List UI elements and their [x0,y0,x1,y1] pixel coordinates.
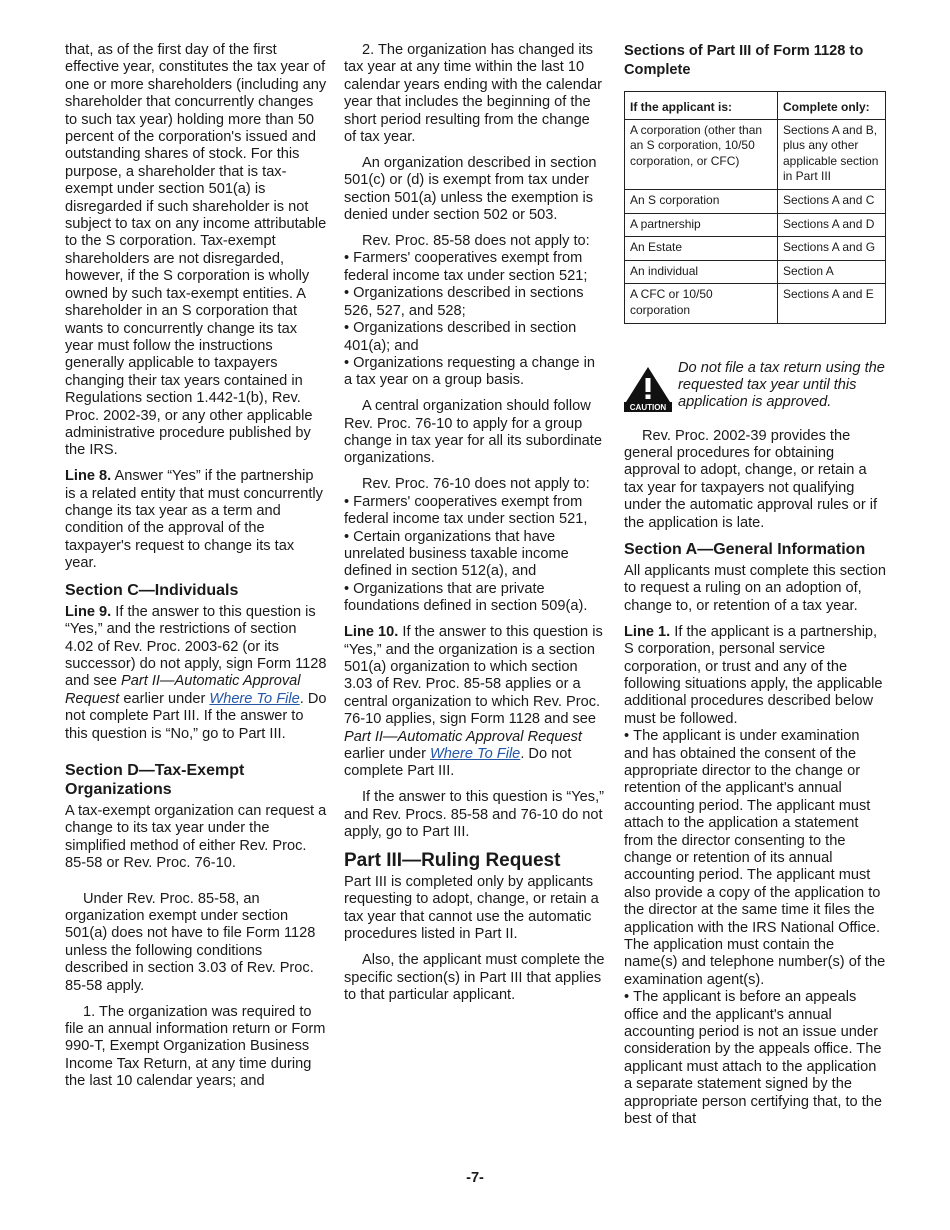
section-a-heading: Section A—General Information [624,541,866,559]
line9-text-1: If the answer to this question is “Yes,” and the restrictions of section 4.02 of Rev. Proc. 2003-62 (or its successor) do not apply, sign Form 1128 and see [65,603,327,690]
table-heading: Sections of Part III of Form 1128 to Complete [624,43,864,78]
list-item: • The applicant is before an appeals office and the applicant's annual accounting period is not an issue under consideration by the appeals office. The applicant must attach to the application a separate statement signed by the appropriate person certifying that, to the best of that [624,989,886,1128]
table-row [625,213,886,237]
section-d-heading: Section D—Tax-Exempt Organizations [65,761,245,799]
rp8558-list [344,233,606,390]
table-cell: A partnership [625,213,778,237]
line1-text: If the applicant is a partnership, S corporation, personal service corporation, or trust and any of the following situations apply, the applicable additional procedures described below must be followed. [624,623,883,727]
line9-italic-ref: Part II—Automatic Approval Request [65,673,301,707]
table-cell: Sections A and D [778,213,886,237]
table-row [625,189,886,213]
rp7610-list [344,476,606,615]
column-left [65,42,327,1099]
line10-text-1: If the answer to this question is “Yes,” and the organization is a section 501(a) organization to which section 3.03 of Rev. Proc. 85-58 applies or a central organization to which Rev. Proc. 76-10 applies, sign Form 1128 and see [344,624,603,728]
sections-table [624,91,886,324]
line1-label: Line 1. [624,623,671,640]
table-cell: An Estate [625,237,778,261]
paragraph-rp-2002-39: Rev. Proc. 2002-39 provides the general procedures for obtaining approval to adopt, change, or retain a tax year for taxpayers not qualifying under the automatic approval rules or if the application is late. [624,427,878,531]
table-cell: A corporation (other than an S corporation, 10/50 corporation, or CFC) [625,119,778,189]
table-cell: A CFC or 10/50 corporation [625,284,778,323]
list-item: • Certain organizations that have unrelated business taxable income defined in section 512(a), and [344,529,606,581]
line8-paragraph [65,468,327,572]
line10-text-2: earlier under [344,745,426,762]
table-cell: Sections A and B, plus any other applicable section in Part III [778,119,886,189]
caution-icon [624,366,672,412]
caution-text: Do not file a tax return using the requested tax year until this application is approved. [678,359,885,411]
line9-text-2: earlier under [123,690,206,707]
section-a-paragraph: All applicants must complete this section to request a ruling on an adoption of, change to, or retention of a tax year. [624,562,886,614]
line9-paragraph [65,604,327,743]
part3-paragraph-2: Also, the applicant must complete the specific section(s) in Part III that applies to that particular applicant. [344,952,605,1003]
table-cell: Section A [778,260,886,284]
list-item: • Organizations described in sections 526, 527, and 528; [344,285,606,320]
list-item: • Organizations that are private foundations defined in section 509(a). [344,581,606,616]
line10-text-3: . Do not complete Part III. [344,745,572,780]
table-row [625,284,886,323]
part3-paragraph-1: Part III is completed only by applicants requesting to adopt, change, or retain a tax year that cannot use the automatic procedures listed in Part II. [344,873,599,943]
column-middle [344,42,606,1013]
list-item: • Organizations described in section 401(a); and [344,320,606,355]
table-cell: Sections A and E [778,284,886,323]
line10-label: Line 10. [344,624,399,641]
line9-label: Line 9. [65,603,112,620]
line10-italic-ref: Part II—Automatic Approval Request [344,728,582,745]
paragraph-exempt: An organization described in section 501(c) or (d) is exempt from tax under section 501(a) unless the exemption is denied under section 502 or 503. [344,154,597,224]
table-row [625,119,886,189]
list-item: • Farmers' cooperatives exempt from federal income tax under section 521, [344,494,606,529]
line10-paragraph [344,624,606,781]
where-to-file-link[interactable]: Where To File [209,690,300,707]
line8-label: Line 8. [65,468,112,485]
table-row [625,237,886,261]
rp8558-intro: Rev. Proc. 85-58 does not apply to: [362,233,590,250]
section-d-paragraph-1: A tax-exempt organization can request a change to its tax year under the simplified method of either Rev. Proc. 85-58 or Rev. Proc. 76-10. [65,802,327,872]
section-d-paragraph-2: Under Rev. Proc. 85-58, an organization exempt under section 501(a) does not have to file Form 1128 unless the following conditions described in section 3.03 of Rev. Proc. 85-58 apply. [65,890,316,994]
caution-label: CAUTION [629,402,667,412]
list-item: • Farmers' cooperatives exempt from federal income tax under section 521; [344,250,606,285]
line9-text-3: . Do not complete Part III. If the answer to this question is “No,” go to Part III. [65,690,327,742]
condition-item-2: 2. The organization has changed its tax year at any time within the last 10 calendar years ending with the calendar year that includes the beginning of the short period resulting from the change of tax year. [344,42,602,146]
line8-text: Answer “Yes” if the partnership is a related entity that must concurrently change its tax year as a term and condition of the approval of the taxpayer's request to change its tax year. [65,468,323,572]
line1-paragraph [624,624,886,1129]
rp7610-intro: Rev. Proc. 76-10 does not apply to: [362,476,590,493]
paragraph-central: A central organization should follow Rev. Proc. 76-10 to apply for a group change in tax year for all its subordinate organizations. [344,398,602,467]
column-right [624,42,886,1137]
table-cell: Sections A and C [778,189,886,213]
table-cell: An S corporation [625,189,778,213]
caution-notice [624,360,886,412]
table-header-cell: If the applicant is: [625,92,778,120]
section-c-heading: Section C—Individuals [65,582,239,600]
table-header-cell: Complete only: [778,92,886,120]
table-cell: Sections A and G [778,237,886,261]
condition-item-1: 1. The organization was required to file an annual information return or Form 990-T, Exempt Organization Business Income Tax Return, at any time during the last 10 calendar years; and [65,1003,326,1090]
page-number: -7- [466,1170,484,1186]
list-item: • The applicant is under examination and has obtained the consent of the appropriate director to the change or retention of the applicant's annual accounting period. The applicant must attach to the application a statement from the director consenting to the change or retention of its annual accounting period. The applicant must also provide a copy of the application to the director at the same time it files the application with the IRS National Office. The application must contain the name(s) and telephone number(s) of the examination agent(s). [624,728,886,989]
table-cell: An individual [625,260,778,284]
table-header-row [625,92,886,120]
list-item: • Organizations requesting a change in a tax year on a group basis. [344,355,606,390]
table-row [625,260,886,284]
paragraph-if-yes: If the answer to this question is “Yes,” and Rev. Procs. 85-58 and 76-10 do not apply, go to Part III. [344,789,605,841]
where-to-file-link[interactable]: Where To File [430,745,521,762]
part3-heading: Part III—Ruling Request [344,849,561,871]
paragraph-intro: that, as of the first day of the first effective year, constitutes the tax year of one or more shareholders (including any shareholder that concurrently changes to such tax year) holding more than 50 percent of the corporation's issued and outstanding shares of stock. For this purpose, a shareholder that is tax-exempt under section 501(a) is disregarded if such shareholder is not subject to tax on any income attributable to the S corporation. Tax-exempt shareholders are not disregarded, however, if the S corporation is wholly owned by such tax-exempt entities. A shareholder in an S corporation that wants to concurrently change its tax year must follow the instructions generally applicable to taxpayers changing their tax years contained in Regulations section 1.442-1(b), Rev. Proc. 2002-39, or any other applicable administrative procedure published by the IRS. [65,42,327,459]
